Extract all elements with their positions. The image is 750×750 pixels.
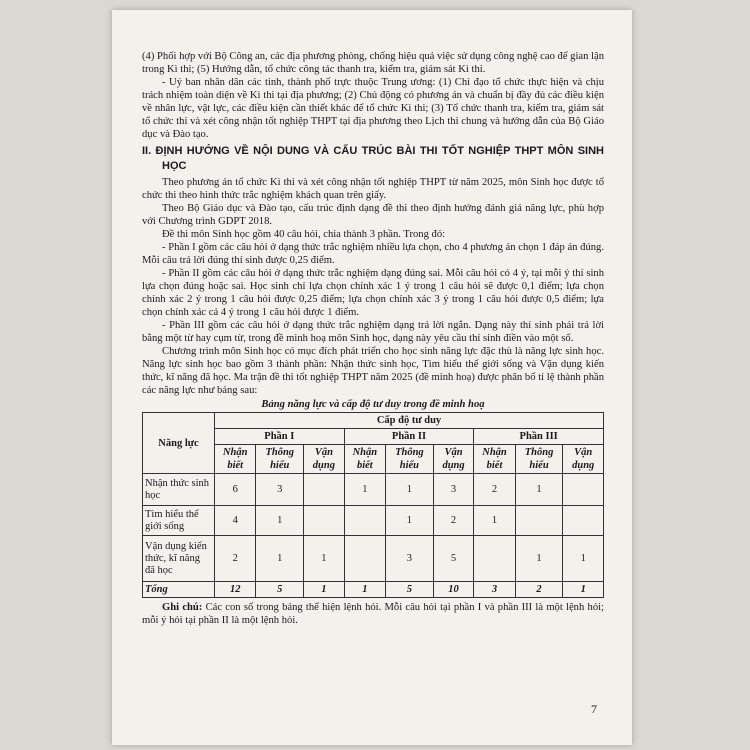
paragraph-9: Chương trình môn Sinh học có mục đích phát triển cho học sinh năng lực đặc thù là năng lực sinh học. Năng lực sinh học bao gồm 3 thành phần: Nhận thức sinh học, Tìm hiểu thế giới sống và Vận dụng kiến thức, kĩ năng đã học. Ma trận đề thi tốt nghiệp THPT năm 2025 (đề minh hoạ) được phân bố tỉ lệ thành phần các năng lực như bảng sau: (142, 346, 604, 396)
total-label: Tổng (143, 582, 215, 598)
col-header-part-1: Phần I (215, 429, 345, 445)
level-header: Thông hiểu (515, 445, 563, 474)
total-cell: 3 (474, 582, 515, 598)
table-cell (563, 474, 604, 506)
paragraph-8: - Phần III gồm các câu hỏi ở dạng thức trắc nghiệm dạng trả lời ngắn. Dạng này thí sinh phải trả lời bằng một từ hay cụm từ, trong đề minh hoạ môn Sinh học, dạng này yêu cầu thí sinh điền vào một số. (142, 320, 604, 344)
note-label: Ghi chú: (162, 602, 203, 613)
col-header-part-3: Phần III (474, 429, 604, 445)
table-row (143, 506, 604, 536)
table-cell: 3 (386, 536, 434, 582)
page-content (142, 50, 604, 627)
paragraph-2: - Uỷ ban nhân dân các tỉnh, thành phố trực thuộc Trung ương: (1) Chỉ đạo tổ chức thực hiện và chịu trách nhiệm toàn diện về Kì thi tại địa phương; (2) Chủ động có phương án và chuẩn bị đầy đủ các điều kiện về nhân lực, vật lực, các điều kiện cần thiết khác để tổ chức Kì thi; (3) Tổ chức thanh tra, kiểm tra, giám sát tổ chức thi và xét công nhận tốt nghiệp THPT tại địa phương theo Lịch thi chung và hướng dẫn của Bộ Giáo dục và Đào tạo. (142, 77, 604, 140)
table-cell (344, 536, 385, 582)
competency-table (142, 412, 604, 598)
table-cell (304, 506, 345, 536)
table-note (142, 601, 604, 627)
total-cell: 2 (515, 582, 563, 598)
table-row (143, 536, 604, 582)
table-total-row (143, 582, 604, 598)
table-cell: 1 (474, 506, 515, 536)
paragraph-6: - Phần I gồm các câu hỏi ở dạng thức trắc nghiệm nhiều lựa chọn, cho 4 phương án chọn 1 đáp án đúng. Mỗi câu trả lời đúng thí sinh được 0,25 điểm. (142, 242, 604, 266)
table-cell: 4 (215, 506, 256, 536)
section-heading: II. ĐỊNH HƯỚNG VỀ NỘI DUNG VÀ CẤU TRÚC BÀI THI TỐT NGHIỆP THPT MÔN SINH HỌC (142, 145, 604, 172)
book-page (112, 10, 632, 745)
table-caption: Bảng năng lực và cấp độ tư duy trong đề minh hoạ (261, 399, 485, 410)
col-header-part-2: Phần II (344, 429, 474, 445)
paragraph-3: Theo phương án tổ chức Kì thi và xét công nhận tốt nghiệp THPT từ năm 2025, môn Sinh học được tổ chức thi theo hình thức trắc nghiệm khách quan trên giấy. (142, 177, 604, 201)
table-cell: 3 (433, 474, 474, 506)
page-number: 7 (591, 702, 597, 716)
table-cell: 1 (515, 474, 563, 506)
table-header-row-1 (143, 413, 604, 429)
table-cell (474, 536, 515, 582)
level-header: Nhận biết (215, 445, 256, 474)
note-text: Các con số trong bảng thể hiện lệnh hỏi. Mỗi câu hỏi tại phần I và phần III là một lệnh hỏi; mỗi ý hỏi tại phần II là một lệnh hỏi. (142, 602, 604, 626)
row-label: Vận dụng kiến thức, kĩ năng đã học (143, 536, 215, 582)
table-cell: 1 (256, 506, 304, 536)
level-header: Thông hiểu (256, 445, 304, 474)
total-cell: 10 (433, 582, 474, 598)
row-label: Nhận thức sinh học (143, 474, 215, 506)
table-cell: 2 (474, 474, 515, 506)
table-cell: 1 (563, 536, 604, 582)
level-header: Nhận biết (344, 445, 385, 474)
paragraph-1: (4) Phối hợp với Bộ Công an, các địa phương phòng, chống hiệu quả việc sử dụng công nghệ cao để gian lận trong Kì thi; (5) Hướng dẫn, tổ chức công tác thanh tra, kiểm tra, giám sát Kì thi. (142, 51, 604, 75)
total-cell: 1 (563, 582, 604, 598)
table-cell: 1 (515, 536, 563, 582)
table-cell: 2 (433, 506, 474, 536)
table-cell: 2 (215, 536, 256, 582)
total-cell: 12 (215, 582, 256, 598)
level-header: Thông hiểu (386, 445, 434, 474)
table-cell: 1 (256, 536, 304, 582)
table-cell: 1 (304, 536, 345, 582)
total-cell: 1 (304, 582, 345, 598)
col-header-competency: Năng lực (143, 413, 215, 474)
paragraph-4: Theo Bộ Giáo dục và Đào tạo, cấu trúc định dạng đề thi theo định hướng đánh giá năng lực, phù hợp với Chương trình GDPT 2018. (142, 203, 604, 227)
table-cell (344, 506, 385, 536)
table-cell: 1 (386, 506, 434, 536)
paragraph-7: - Phần II gồm các câu hỏi ở dạng thức trắc nghiệm dạng đúng sai. Mỗi câu hỏi có 4 ý, tại mỗi ý thí sinh lựa chọn đúng hoặc sai. Học sinh chỉ lựa chọn chính xác 1 ý trong 1 câu hỏi sẽ được 0,1 điểm; lựa chọn chính xác 2 ý trong 1 câu hỏi được 0,25 điểm; lựa chọn chính xác 3 ý trong 1 câu hỏi được 0,5 điểm; lựa chọn chính xác cả 4 ý trong 1 câu hỏi được 1 điểm. (142, 268, 604, 318)
level-header: Vận dụng (433, 445, 474, 474)
level-header: Vận dụng (304, 445, 345, 474)
total-cell: 5 (386, 582, 434, 598)
table-cell (304, 474, 345, 506)
level-header: Nhận biết (474, 445, 515, 474)
table-cell (563, 506, 604, 536)
table-cell: 6 (215, 474, 256, 506)
table-body (143, 474, 604, 598)
table-cell: 1 (386, 474, 434, 506)
table-cell: 1 (344, 474, 385, 506)
table-cell (515, 506, 563, 536)
level-header: Vận dụng (563, 445, 604, 474)
total-cell: 5 (256, 582, 304, 598)
table-row (143, 474, 604, 506)
table-cell: 3 (256, 474, 304, 506)
row-label: Tìm hiểu thế giới sống (143, 506, 215, 536)
col-header-thinking-level: Cấp độ tư duy (215, 413, 604, 429)
total-cell: 1 (344, 582, 385, 598)
table-cell: 5 (433, 536, 474, 582)
paragraph-5: Đề thi môn Sinh học gồm 40 câu hỏi, chia thành 3 phần. Trong đó: (162, 229, 446, 240)
